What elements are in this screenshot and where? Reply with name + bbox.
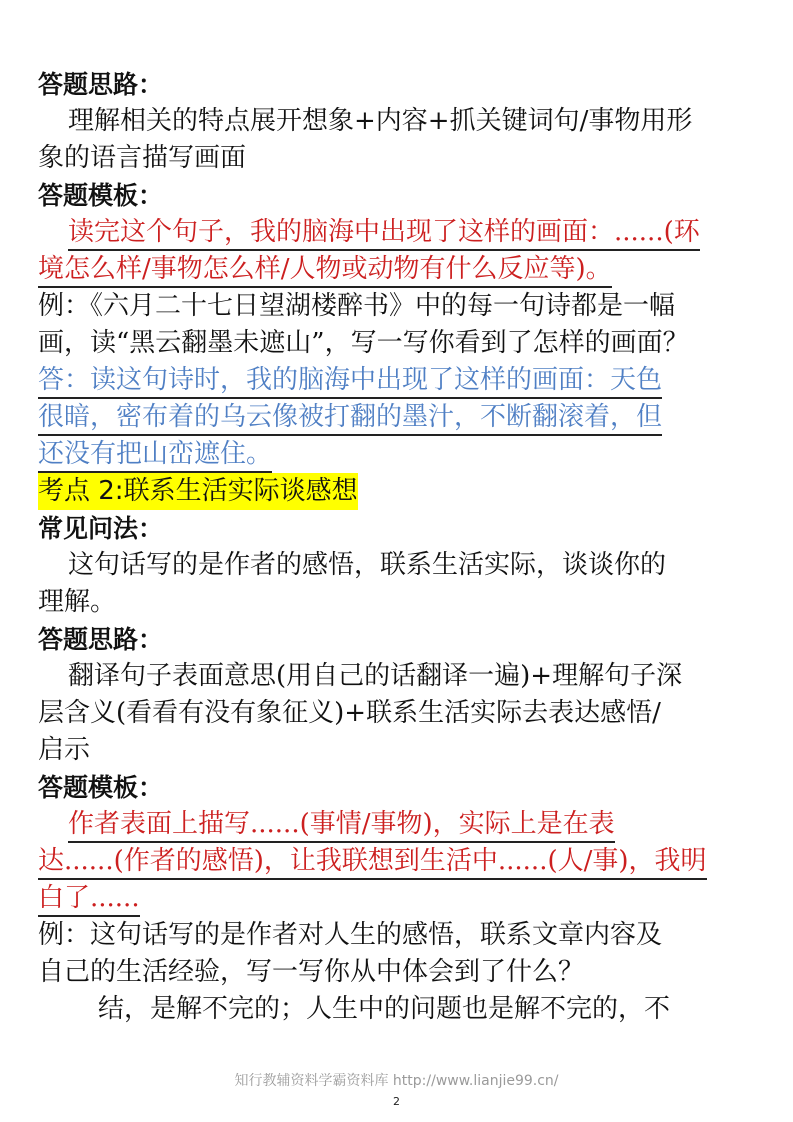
template2-text-3: 白了...... — [38, 882, 140, 917]
template-text-1: 读完这个句子，我的脑海中出现了这样的画面：......(环 — [68, 216, 700, 251]
template2-line-1 — [38, 806, 758, 843]
heading-answer-template-2: 答题模板： — [38, 773, 164, 802]
heading-common-question: 常见问法： — [38, 514, 164, 543]
template2-line-3 — [38, 880, 758, 917]
answer-line-2 — [38, 399, 758, 436]
template2-text-1: 作者表面上描写......(事情/事物)，实际上是在表 — [68, 808, 615, 843]
answer-text-3: 还没有把山峦遮住。 — [38, 438, 272, 473]
section-title-line — [38, 473, 758, 510]
thinking2-line-2: 层含义(看看有没有象征义)+联系生活实际去表达感悟/ — [38, 698, 661, 728]
example-line-2: 画，读“黑云翻墨未遮山”，写一写你看到了怎样的画面？ — [38, 328, 689, 358]
footer-watermark: 知行教辅资料学霸资料库 http://www.lianjie99.cn/ — [234, 1073, 559, 1089]
answer-text-1: 答：读这句诗时，我的脑海中出现了这样的画面：天色 — [38, 364, 662, 399]
question-line-2: 理解。 — [38, 587, 117, 617]
example2-line-2: 自己的生活经验，写一写你从中体会到了什么？ — [38, 957, 585, 987]
example-line-1: 例：《六月二十七日望湖楼醉书》中的每一句诗都是一幅 — [38, 291, 676, 321]
heading-answer-thinking-2: 答题思路： — [38, 625, 164, 654]
template-text-2: 境怎么样/事物怎么样/人物或动物有什么反应等)。 — [38, 253, 612, 288]
thinking2-line-3: 启示 — [38, 735, 91, 765]
example2-line-1: 例：这句话写的是作者对人生的感悟，联系文章内容及 — [38, 920, 663, 950]
answer-text-2: 很暗，密布着的乌云像被打翻的墨汁，不断翻滚着，但 — [38, 401, 662, 436]
heading-answer-template: 答题模板： — [38, 181, 164, 210]
thinking-line-1: 理解相关的特点展开想象+内容+抓关键词句/事物用形 — [68, 106, 693, 136]
answer-line-1 — [38, 362, 758, 399]
section-title-highlight: 考点 2:联系生活实际谈感想 — [38, 473, 358, 510]
thinking-line-2: 象的语言描写画面 — [38, 143, 247, 173]
heading-answer-thinking: 答题思路： — [38, 70, 164, 99]
template2-line-2 — [38, 843, 758, 880]
answer-line-3 — [38, 436, 758, 473]
template-line-1 — [38, 214, 758, 251]
template-line-2 — [38, 251, 758, 288]
template2-text-2: 达......(作者的感悟)，让我联想到生活中......(人/事)，我明 — [38, 845, 707, 880]
example2-line-3: 结，是解不完的；人生中的问题也是解不完的，不 — [98, 994, 671, 1024]
page-number: 2 — [393, 1095, 400, 1108]
thinking2-line-1: 翻译句子表面意思(用自己的话翻译一遍)+理解句子深 — [68, 661, 683, 691]
question-line-1: 这句话写的是作者的感悟，联系生活实际，谈谈你的 — [68, 550, 667, 580]
document-body — [38, 66, 758, 1028]
